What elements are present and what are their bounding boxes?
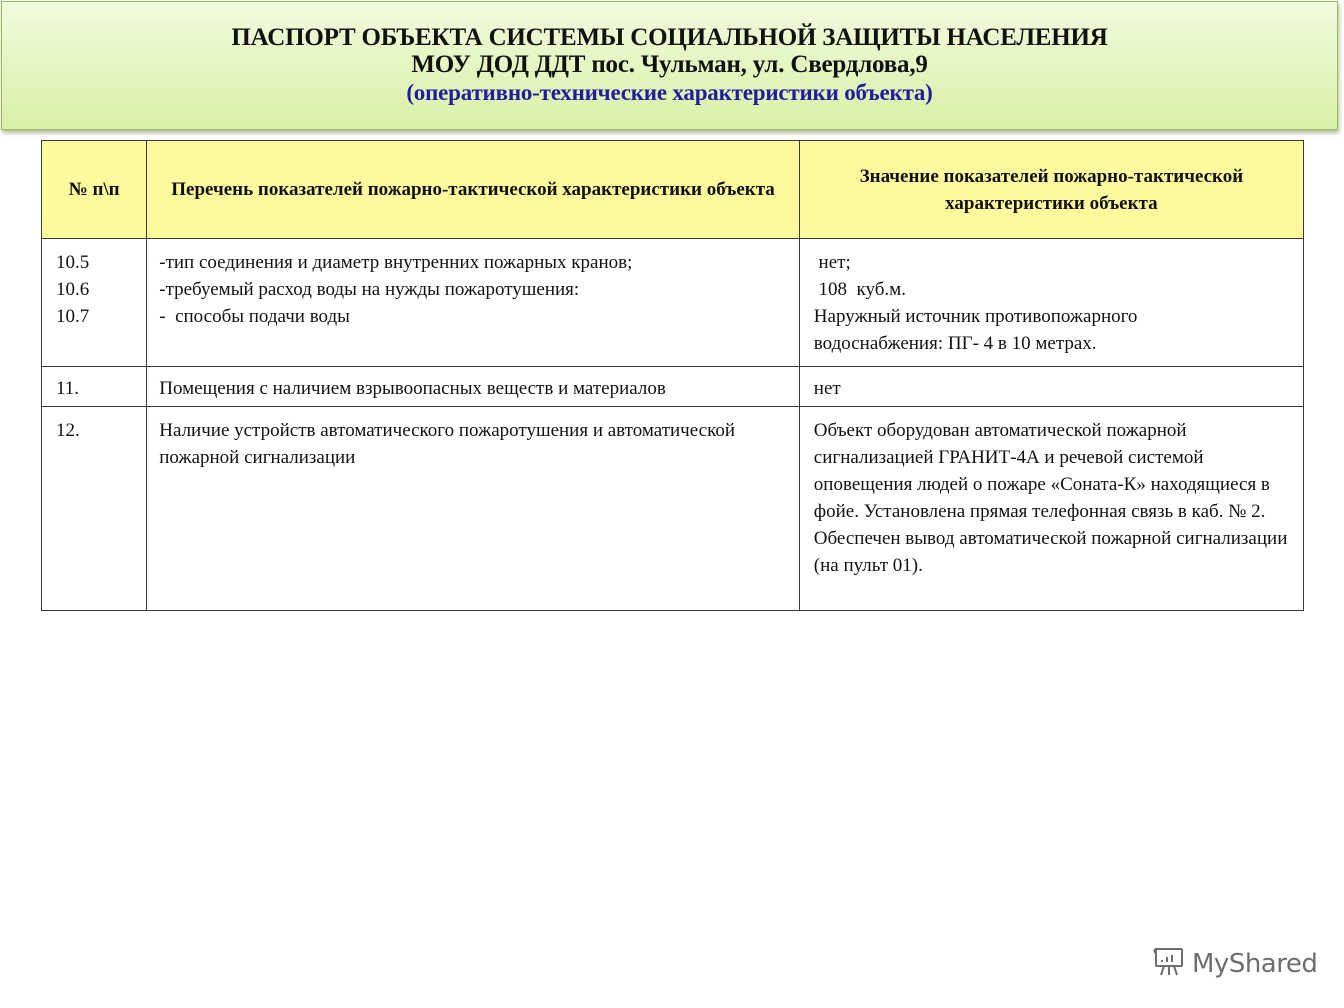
- value-line: Наружный источник противопожарного: [813, 306, 1138, 327]
- indicator-line: - способы подачи воды: [159, 306, 350, 327]
- indicator-cell: Наличие устройств автоматического пожаротушения и автоматической пожарной сигнализации: [147, 407, 800, 611]
- title-banner: [1, 1, 1338, 130]
- row-number-cell: [42, 239, 147, 367]
- indicator-cell: [147, 239, 800, 367]
- row-number: 10.5: [56, 252, 90, 273]
- indicator-cell: Помещения с наличием взрывоопасных веществ и материалов: [147, 367, 800, 407]
- column-header-number: № п\п: [42, 141, 147, 239]
- value-line: нет;: [813, 252, 851, 273]
- watermark-text: MyShared: [1192, 948, 1318, 979]
- column-header-value: Значение показателей пожарно-тактической характеристики объекта: [799, 141, 1303, 239]
- value-line: водоснабжения: ПГ- 4 в 10 метрах.: [813, 333, 1097, 354]
- value-cell: нет: [799, 367, 1303, 407]
- row-number: 10.7: [56, 306, 90, 327]
- row-number: 11.: [42, 367, 147, 407]
- indicator-line: -тип соединения и диаметр внутренних пожарных кранов;: [159, 252, 633, 273]
- table-row: [42, 407, 1304, 611]
- page-subtitle: (оперативно-технические характеристики объекта): [406, 80, 933, 105]
- value-line: 108 куб.м.: [813, 279, 906, 300]
- row-number: 10.6: [56, 279, 90, 300]
- row-number: 12.: [42, 407, 147, 611]
- value-cell: [799, 239, 1303, 367]
- table-header-row: [42, 141, 1304, 239]
- table-row: [42, 367, 1304, 407]
- table-row: [42, 239, 1304, 367]
- characteristics-table: [41, 140, 1304, 611]
- indicator-line: -требуемый расход воды на нужды пожаротушения:: [159, 279, 580, 300]
- object-name: МОУ ДОД ДДТ пос. Чульман, ул. Свердлова,9: [411, 51, 928, 78]
- page-title: ПАСПОРТ ОБЪЕКТА СИСТЕМЫ СОЦИАЛЬНОЙ ЗАЩИТЫ НАСЕЛЕНИЯ: [231, 24, 1108, 51]
- column-header-indicator: Перечень показателей пожарно-тактической характеристики объекта: [147, 141, 800, 239]
- value-cell: Объект оборудован автоматической пожарной сигнализацией ГРАНИТ-4А и речевой системой оповещения людей о пожаре «Соната-К» находящиеся в фойе. Установлена прямая телефонная связь в каб. № 2. Обеспечен вывод автоматической пожарной сигнализации (на пульт 01).: [799, 407, 1303, 611]
- myshared-watermark: [1152, 944, 1317, 983]
- presentation-board-icon: [1152, 944, 1186, 983]
